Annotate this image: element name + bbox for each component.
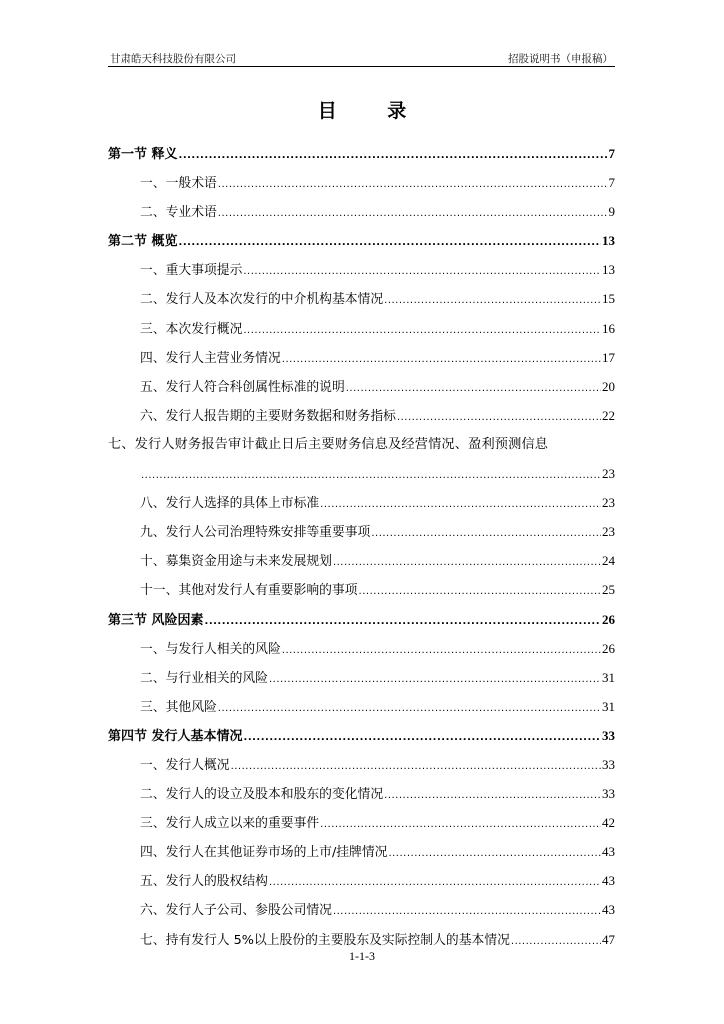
toc-page-number: 43 <box>602 902 615 918</box>
toc-entry-row[interactable] <box>108 197 615 226</box>
toc-page-number: 33 <box>602 756 615 772</box>
dot-leader <box>218 199 608 228</box>
toc-entry-label: 六、发行人报告期的主要财务数据和财务指标 <box>140 408 396 424</box>
dot-leader <box>244 723 601 752</box>
toc-entry-row[interactable] <box>108 372 615 401</box>
toc-entry-label: 一、与发行人相关的风险 <box>140 641 281 657</box>
dot-leader <box>231 752 601 781</box>
toc-page-number: 42 <box>602 815 615 831</box>
page-title: 目 录 <box>317 100 429 122</box>
toc-entry-label: 四、发行人主营业务情况 <box>140 350 281 366</box>
dot-leader <box>282 636 601 665</box>
toc-page-number: 33 <box>602 727 615 743</box>
toc-entry-row[interactable] <box>108 168 615 197</box>
toc-entry-label: 四、发行人在其他证券市场的上市/挂牌情况 <box>140 845 388 861</box>
toc-entry-row[interactable] <box>108 488 615 517</box>
toc-entry-row[interactable] <box>108 517 615 546</box>
toc-page-number: 33 <box>602 786 615 802</box>
dot-leader <box>397 403 601 432</box>
toc-entry-label: 一、一般术语 <box>140 176 217 192</box>
dot-leader <box>243 257 601 286</box>
dot-leader <box>346 374 601 403</box>
dot-leader <box>388 839 601 868</box>
toc-section-row[interactable] <box>108 721 615 750</box>
dot-leader <box>333 548 601 577</box>
dot-leader <box>179 141 608 170</box>
document-name: 招股说明书（申报稿） <box>508 53 613 65</box>
toc-entry-row[interactable] <box>108 866 615 895</box>
toc-entry-label: 二、发行人的设立及股本和股东的变化情况 <box>140 787 384 803</box>
toc-entry-label: 三、本次发行概况 <box>140 321 243 337</box>
dot-leader <box>179 228 601 257</box>
toc-entry-label: 九、发行人公司治理特殊安排等重要事项 <box>140 525 371 541</box>
toc-entry-label: 第三节 风险因素 <box>108 612 204 628</box>
toc-page-number: 23 <box>602 495 615 511</box>
dot-leader <box>282 345 601 374</box>
toc-entry-label: 五、发行人的股权结构 <box>140 874 268 890</box>
dot-leader <box>359 577 601 606</box>
toc-entry-label: 三、发行人成立以来的重要事件 <box>140 816 320 832</box>
toc-page-number: 7 <box>608 175 615 191</box>
dot-leader <box>269 868 601 897</box>
toc-page-number: 26 <box>602 640 615 656</box>
company-name: 甘肃皓天科技股份有限公司 <box>110 53 236 65</box>
toc-section-row[interactable] <box>108 605 615 634</box>
table-of-contents <box>108 139 615 954</box>
toc-entry-row[interactable] <box>108 692 615 721</box>
toc-entry-row[interactable] <box>108 314 615 343</box>
toc-page-number: 31 <box>602 698 615 714</box>
toc-entry-row[interactable] <box>108 546 615 575</box>
toc-entry-label: 六、发行人子公司、参股公司情况 <box>140 903 332 919</box>
toc-page-number: 25 <box>602 582 615 598</box>
toc-page-number: 13 <box>602 262 615 278</box>
toc-entry-label: 二、与行业相关的风险 <box>140 670 268 686</box>
toc-page-number: 16 <box>602 320 615 336</box>
toc-entry-label: 二、专业术语 <box>140 205 217 221</box>
dot-leader <box>218 694 601 723</box>
dot-leader <box>320 490 601 519</box>
toc-page-number: 23 <box>602 524 615 540</box>
page-number: 1-1-3 <box>349 949 375 963</box>
toc-entry-row[interactable] <box>108 837 615 866</box>
toc-page-number: 20 <box>602 378 615 394</box>
toc-page-number: 9 <box>608 204 615 220</box>
toc-entry-row[interactable] <box>108 779 615 808</box>
toc-page-number: 43 <box>602 844 615 860</box>
toc-entry-label: 五、发行人符合科创属性标准的说明 <box>140 379 345 395</box>
toc-entry-row[interactable] <box>108 459 615 488</box>
dot-leader <box>269 665 601 694</box>
toc-page-number: 7 <box>608 146 615 161</box>
dot-leader <box>384 286 601 315</box>
page-header <box>108 48 615 66</box>
dot-leader <box>371 519 601 548</box>
toc-section-row[interactable] <box>108 226 615 255</box>
toc-entry-row[interactable] <box>108 895 615 924</box>
toc-page-number: 24 <box>602 553 615 569</box>
dot-leader <box>333 897 601 926</box>
toc-page-number: 43 <box>602 873 615 889</box>
toc-page-number: 31 <box>602 669 615 685</box>
dot-leader <box>384 781 601 810</box>
toc-page-number: 17 <box>602 349 615 365</box>
dot-leader <box>320 810 601 839</box>
dot-leader <box>141 461 601 490</box>
toc-entry-row[interactable] <box>108 255 615 284</box>
toc-entry-row[interactable] <box>108 808 615 837</box>
toc-entry-label: 十、募集资金用途与未来发展规划 <box>140 554 332 570</box>
toc-page-number: 22 <box>602 407 615 423</box>
header-rule <box>108 66 615 67</box>
dot-leader <box>205 607 601 636</box>
toc-entry-row[interactable] <box>108 401 615 430</box>
toc-entry-label: 十一、其他对发行人有重要影响的事项 <box>140 583 358 599</box>
toc-entry-label: 七、发行人财务报告审计截止日后主要财务信息及经营情况、盈利预测信息 <box>108 436 549 452</box>
toc-entry-label: 第二节 概览 <box>108 234 178 250</box>
toc-page-number: 26 <box>602 611 615 627</box>
toc-page-number: 47 <box>602 931 615 947</box>
toc-section-row[interactable] <box>108 139 615 168</box>
dot-leader <box>218 170 608 199</box>
toc-entry-row[interactable] <box>108 343 615 372</box>
toc-page-number: 15 <box>602 291 615 307</box>
toc-entry-label: 三、其他风险 <box>140 699 217 715</box>
toc-entry-label: 二、发行人及本次发行的中介机构基本情况 <box>140 292 384 308</box>
toc-entry-label: 一、重大事项提示 <box>140 263 243 279</box>
dot-leader <box>243 316 601 345</box>
toc-entry-row[interactable] <box>108 575 615 604</box>
toc-entry-row[interactable] <box>108 663 615 692</box>
toc-entry-label: 一、发行人概况 <box>140 757 230 773</box>
toc-entry-label: 第一节 释义 <box>108 147 178 162</box>
toc-entry-label: 七、持有发行人 5%以上股份的主要股东及实际控制人的基本情况 <box>140 932 510 948</box>
toc-entry-row[interactable] <box>108 430 615 459</box>
toc-entry-row[interactable] <box>108 634 615 663</box>
toc-entry-label: 八、发行人选择的具体上市标准 <box>140 496 320 512</box>
toc-page-number: 13 <box>602 233 615 249</box>
toc-entry-row[interactable] <box>108 284 615 313</box>
toc-entry-row[interactable] <box>108 750 615 779</box>
toc-entry-label: 第四节 发行人基本情况 <box>108 728 243 744</box>
toc-page-number: 23 <box>602 466 615 482</box>
